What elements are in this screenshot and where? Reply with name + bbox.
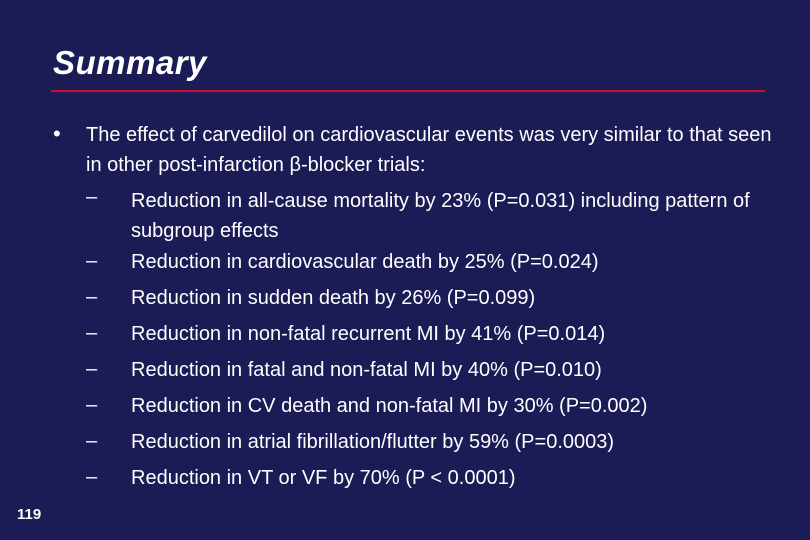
dash-icon: – [86,322,98,344]
main-point: The effect of carvedilol on cardiovascular events was very similar to that seen in other post-infarction β-blocker trials: [86,124,772,176]
sub-point: Reduction in non-fatal recurrent MI by 41% (P=0.014) [131,323,606,345]
dash-icon: – [86,250,98,272]
dash-icon: – [86,394,98,416]
title-divider [51,90,765,92]
slide-number: 119 [17,506,42,523]
dash-icon: – [86,466,98,488]
sub-point: Reduction in cardiovascular death by 25% (P=0.024) [131,251,599,273]
dash-icon: – [86,430,98,452]
sub-point: Reduction in CV death and non-fatal MI by 30% (P=0.002) [131,395,648,417]
sub-point: Reduction in all-cause mortality by 23% (P=0.031) including pattern of subgroup effects [131,190,750,242]
dash-icon: – [86,186,98,208]
sub-point: Reduction in atrial fibrillation/flutter by 59% (P=0.0003) [131,431,615,453]
bullet-icon: • [53,121,61,146]
slide-title: Summary [53,44,207,81]
sub-point: Reduction in VT or VF by 70% (P < 0.0001) [131,467,516,489]
sub-point: Reduction in fatal and non-fatal MI by 40% (P=0.010) [131,359,602,381]
dash-icon: – [86,358,98,380]
sub-point: Reduction in sudden death by 26% (P=0.099) [131,287,536,309]
dash-icon: – [86,286,98,308]
